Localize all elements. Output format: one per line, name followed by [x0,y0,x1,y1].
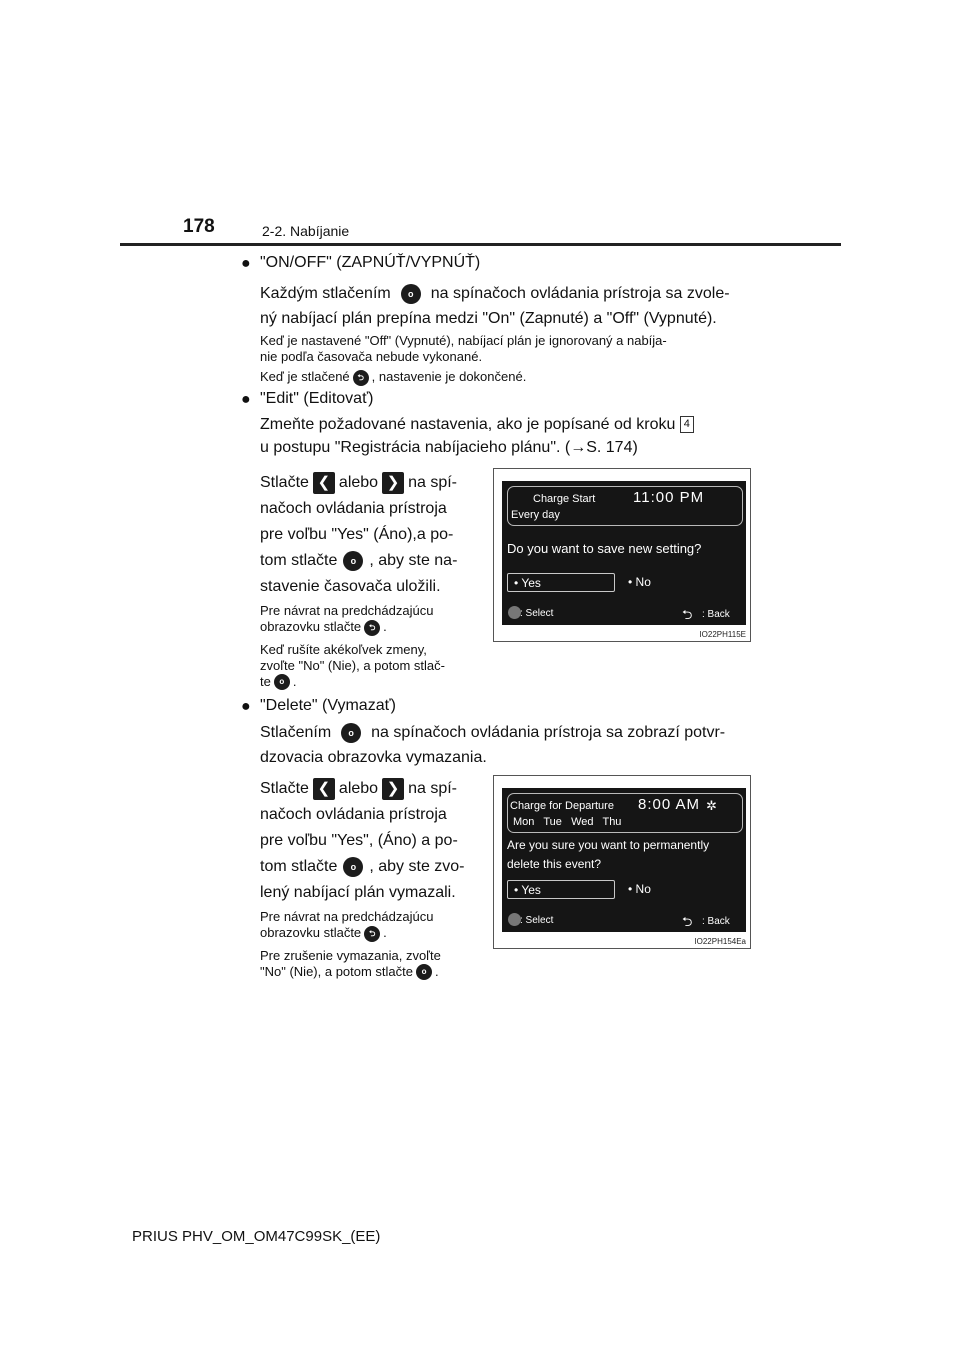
schedule-summary: Charge Start 11:00 PM Every day [507,486,743,526]
dialog-question: Do you want to save new setting? [507,541,702,556]
onoff-title: "ON/OFF" (ZAPNÚŤ/VYPNÚŤ) [260,254,481,271]
back-button-icon: ⮌ [353,370,369,386]
yes-option[interactable]: • Yes [507,573,615,592]
edit-notes: Pre návrat na predchádzajúcu obrazovku stlačte ⮌ . Keď rušíte akékoľvek zmeny, zvoľte "No" (Nie), a potom stlač- te o . [260,603,445,689]
delete-heading [241,697,396,715]
document-footer: PRIUS PHV_OM_OM47C99SK_(EE) [132,1228,381,1245]
right-arrow-icon: ❯ [382,778,404,800]
ok-button-icon: o [401,284,421,304]
screen-illustration-delete [493,775,751,949]
header-rule [120,243,841,246]
yes-option[interactable]: • Yes [507,880,615,899]
ok-button-icon: o [416,964,432,980]
edit-heading [241,390,374,408]
back-icon: ⮌ [682,607,693,622]
right-arrow-icon: ❯ [382,472,404,494]
screen-footer: : Select ⮌ : Back [502,604,746,625]
screen-illustration-save [493,468,751,642]
dialog-question: Are you sure you want to permanently delete this event? [507,838,710,871]
figure-caption: IO22PH154Ea [694,937,746,946]
back-button-icon: ⮌ [364,926,380,942]
back-icon: ⮌ [682,914,693,929]
ok-button-icon: o [341,723,361,743]
back-button-icon: ⮌ [364,620,380,636]
ok-button-icon: o [343,857,363,877]
onoff-note: Keď je nastavené "Off" (Vypnuté), nabíjací plán je ignorovaný a nabíja- nie podľa časovača nebude vykonané. Keď je stlačené ⮌ , nastavenie je dokončené. [260,333,667,384]
edit-title: "Edit" (Editovať) [260,390,374,407]
schedule-summary: Charge for Departure 8:00 AM ✲ Mon Tue Wed Thu [507,793,743,833]
bullet-icon: ● [241,698,251,715]
display-screen [502,788,746,932]
edit-paragraph: Zmeňte požadované nastavenia, ako je popísané od kroku 4 u postupu "Registrácia nabíjacieho plánu". (→S. 174) [260,413,744,459]
bullet-icon: ● [241,255,251,272]
page-number: 178 [183,216,215,237]
left-arrow-icon: ❮ [313,472,335,494]
screen-footer: : Select ⮌ : Back [502,911,746,932]
onoff-paragraph: Každým stlačením o na spínačoch ovládania prístroja sa zvole- ný nabíjací plán prepína medzi "On" (Zapnuté) a "Off" (Vypnuté). [260,285,730,327]
bullet-icon: ● [241,391,251,408]
figure-caption: IO22PH115E [699,630,746,639]
delete-instructions: Stlačte ❮ alebo ❯ na spí- načoch ovládania prístroja pre voľbu "Yes", (Áno) a po- tom stlačte o , aby ste zvo- lený nabíjací plán vymazali. [260,779,465,901]
ok-button-icon: o [274,674,290,690]
edit-instructions: Stlačte ❮ alebo ❯ na spí- načoch ovládania prístroja pre voľbu "Yes" (Áno),a po- tom stlačte o , aby ste na- stavenie časovača uložili. [260,473,458,595]
no-option[interactable]: • No [628,882,651,896]
display-screen [502,481,746,625]
delete-notes: Pre návrat na predchádzajúcu obrazovku stlačte ⮌ . Pre zrušenie vymazania, zvoľte "No" (Nie), a potom stlačte o . [260,909,441,979]
climate-fan-icon: ✲ [706,798,717,813]
delete-paragraph: Stlačením o na spínačoch ovládania prístroja sa zobrazí potvr- dzovacia obrazovka vymazania. [260,724,726,766]
no-option[interactable]: • No [628,575,651,589]
onoff-heading [241,254,481,272]
delete-title: "Delete" (Vymazať) [260,697,396,714]
section-title: 2-2. Nabíjanie [262,223,350,239]
step-number: 4 [680,416,694,433]
left-arrow-icon: ❮ [313,778,335,800]
ok-button-icon: o [343,551,363,571]
